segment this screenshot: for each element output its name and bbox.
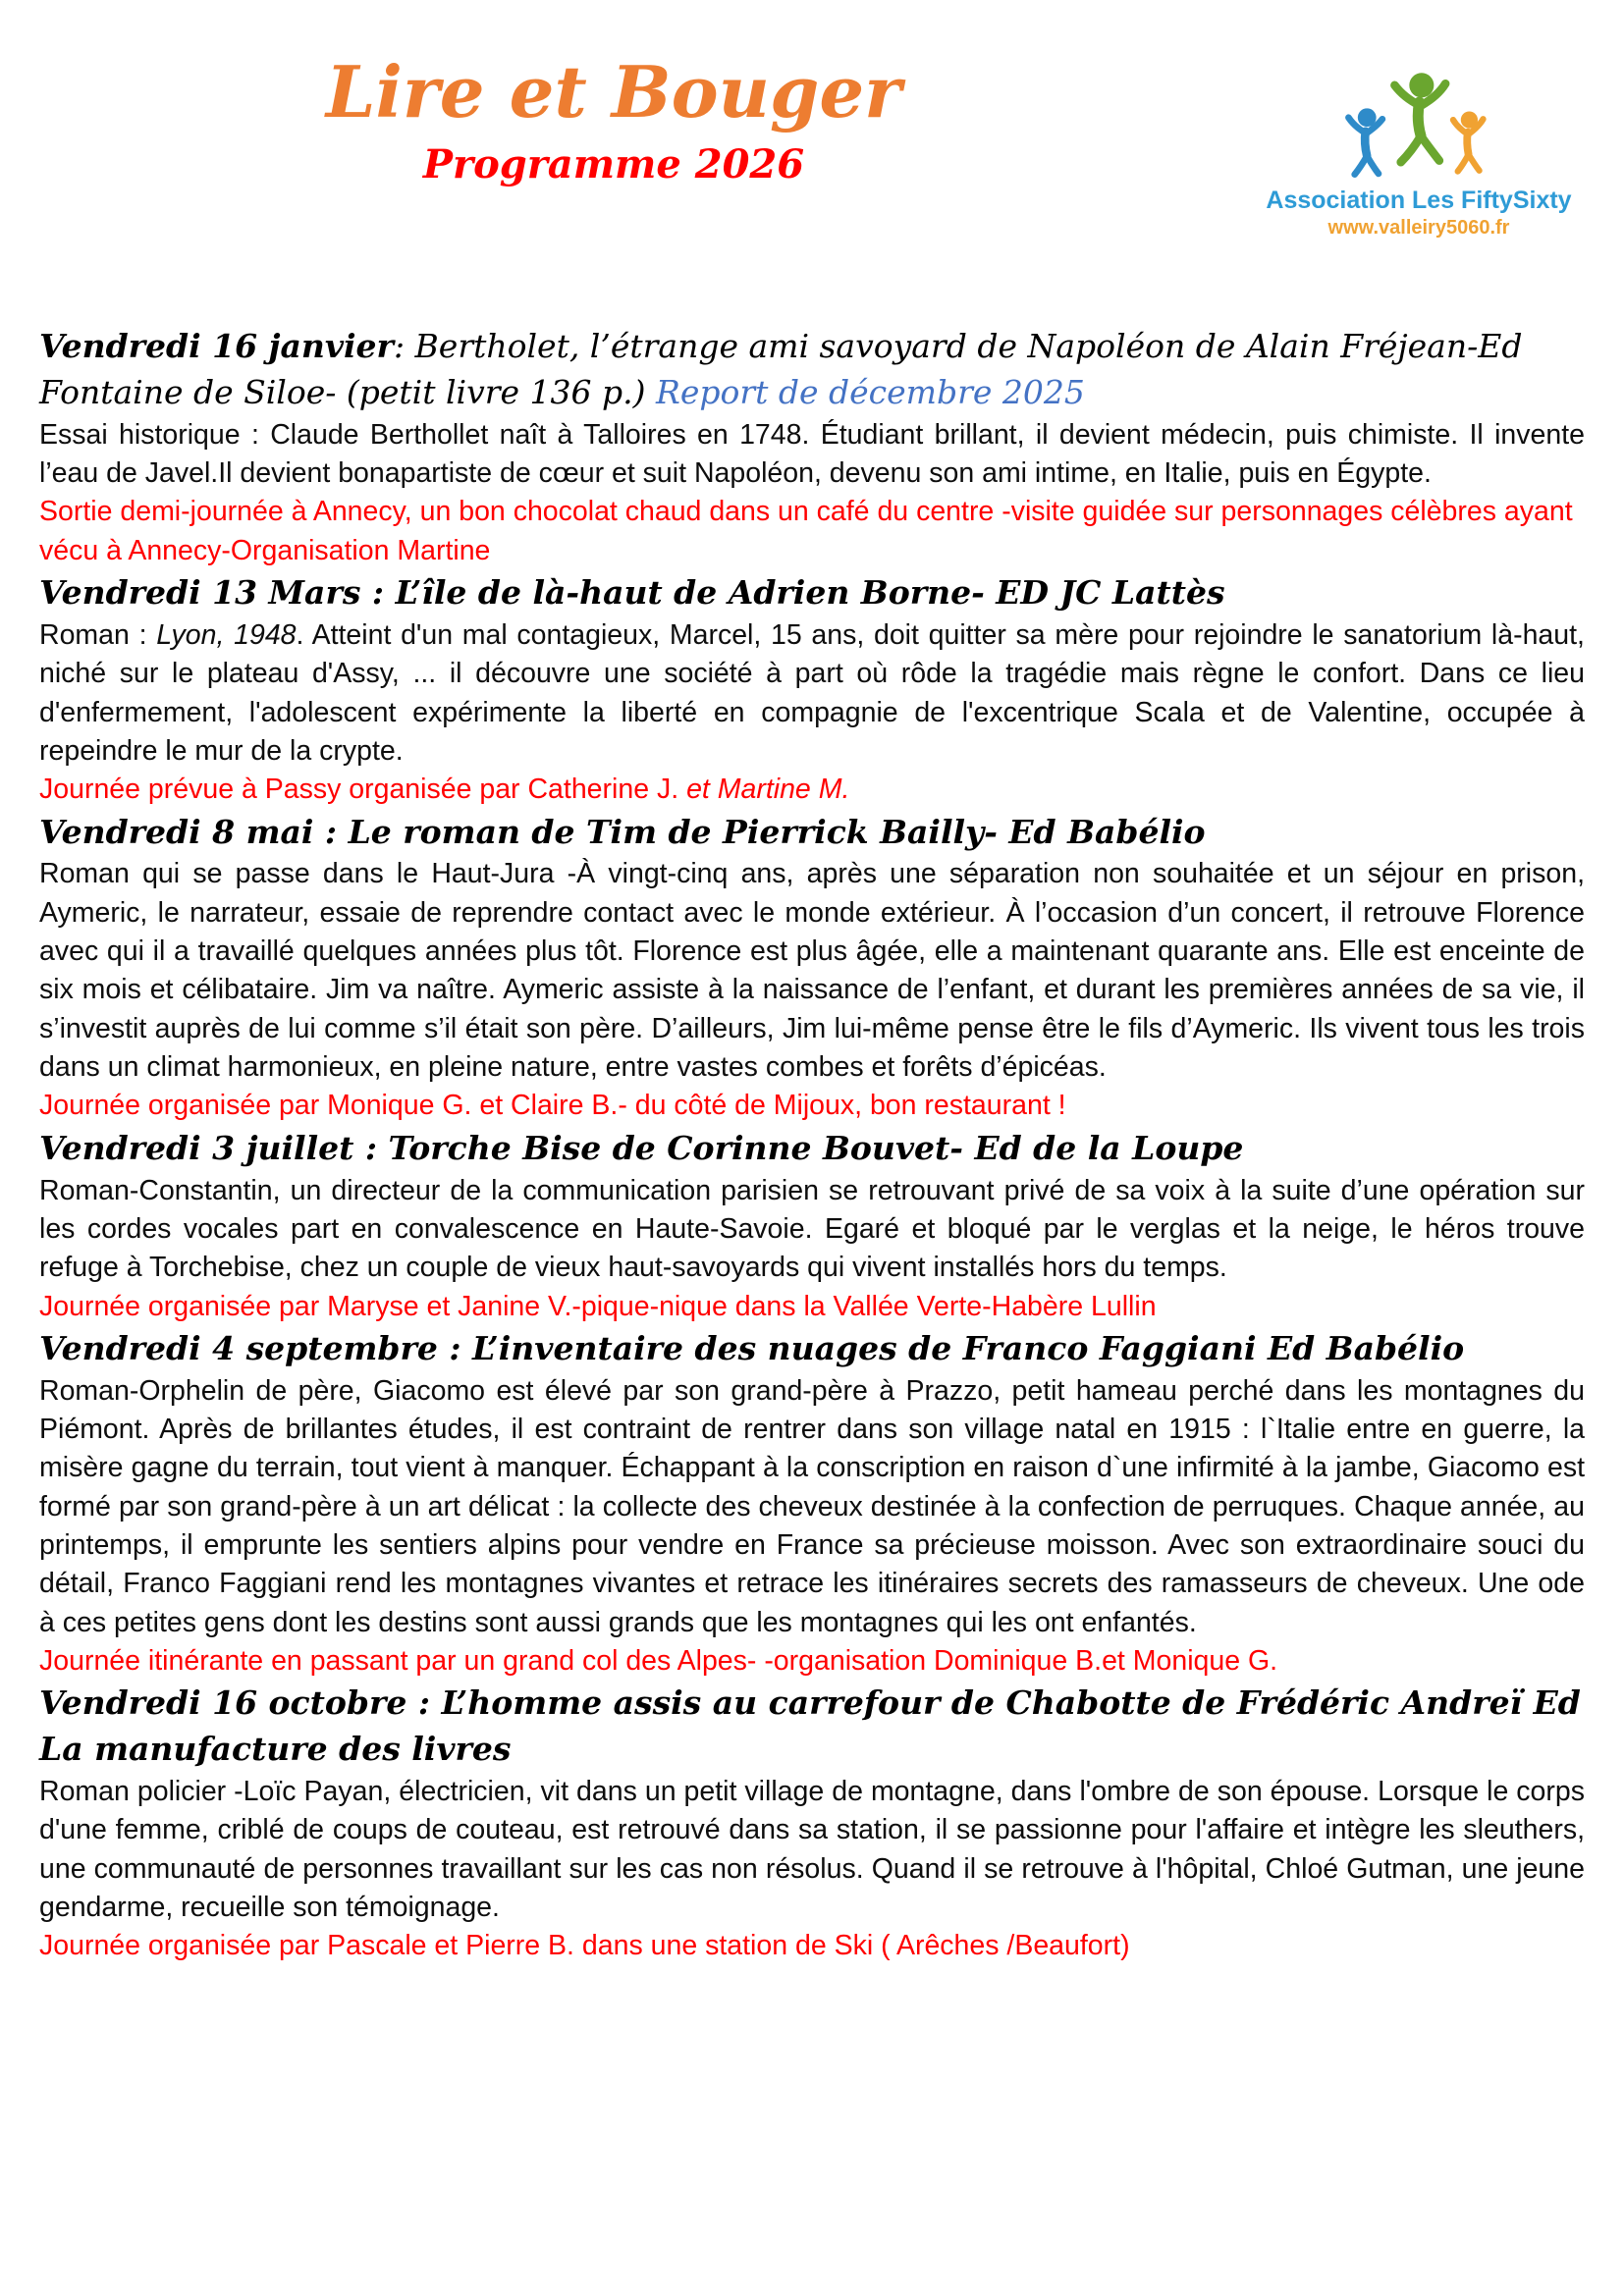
section-outing-note — [39, 771, 1585, 809]
note-text: Journée prévue à Passy organisée par Catherine J. — [39, 774, 687, 806]
body-text: Roman : — [39, 618, 157, 651]
section-body: Essai historique : Claude Berthollet naît à Talloires en 1748. Étudiant brillant, il devient médecin, puis chimiste. Il invente l’eau de Javel.Il devient bonapartiste de cœur et suit Napoléon, devenu son ami intime, en Italie, puis en Égypte. — [39, 418, 1585, 490]
section-outing-note: Journée organisée par Monique G. et Claire B.- du côté de Mijoux, bon restaurant ! — [39, 1090, 1066, 1122]
section-date-title: Vendredi 4 septembre : L’inventaire des nuages de Franco Faggiani Ed Babélio — [39, 1328, 1465, 1367]
note-italic-text: et Martine M. — [686, 774, 850, 806]
section-septembre — [39, 1326, 1585, 1681]
section-book-title: : Bertholet, l’étrange ami savoyard de Napoléon de Alain Fréjean-Ed Fontaine de Siloe- (petit livre 136 p.) — [39, 327, 1523, 411]
program-content — [0, 324, 1624, 1966]
association-website: www.valleiry5060.fr — [1327, 217, 1510, 239]
section-date: Vendredi 16 janvier — [39, 327, 394, 365]
body-italic-text: Lyon, 1948 — [156, 618, 297, 651]
report-note: Report de décembre 2025 — [655, 372, 1085, 411]
page-subtitle: Programme 2026 — [422, 140, 805, 187]
section-outing-note: Sortie demi-journée à Annecy, un bon chocolat chaud dans un café du centre -visite guidée sur personnages célèbres ayant vécu à Annecy-Organisation Martine — [39, 496, 1573, 566]
section-heading — [39, 324, 1585, 416]
body-text: . Atteint d'un mal contagieux, Marcel, 15 ans, doit quitter sa mère pour rejoindre le sanatorium là-haut, niché sur le plateau d'Assy, ... il découvre une société à part où rôde la tragédie mais règne le confort. Dans ce lieu d'enfermement, l'adolescent expérimente la liberté en compagnie de l'excentrique Scala et de Valentine, occupée à repeindre le mur de la crypte. — [39, 618, 1585, 767]
section-date-title: Vendredi 16 octobre : L’homme assis au carrefour de Chabotte de Frédéric Andreï Ed La manufacture des livres — [39, 1683, 1581, 1769]
section-juillet — [39, 1126, 1585, 1326]
section-body: Roman-Orphelin de père, Giacomo est élevé par son grand-père à Prazzo, petit hameau perché dans les montagnes du Piémont. Après de brillantes études, il est contraint de rentrer dans son village natal en 1915 : l`Italie entre en guerre, la misère gagne du terrain, tout vient à manquer. Échappant à la conscription en raison d`une infirmité à la jambe, Giacomo est formé par son grand-père à un art délicat : la collecte des cheveux destinée à la confection de perruques. Chaque année, au printemps, il emprunte les sentiers alpins pour vendre en France sa précieuse moisson. Avec son extraordinaire souci du détail, Franco Faggiani rend les montagnes vivantes et retrace les itinéraires secrets des ramasseurs de cheveux. Une ode à ces petites gens dont les destins sont aussi grands que les montagnes qui les ont enfantés. — [39, 1374, 1585, 1638]
section-outing-note: Journée itinérante en passant par un grand col des Alpes- -organisation Dominique B.et Monique G. — [39, 1645, 1278, 1678]
section-heading — [39, 810, 1585, 856]
section-outing-note: Journée organisée par Maryse et Janine V.-pique-nique dans la Vallée Verte-Habère Lullin — [39, 1290, 1157, 1322]
section-body — [39, 616, 1585, 771]
section-octobre — [39, 1681, 1585, 1965]
section-body: Roman policier -Loïc Payan, électricien, vit dans un petit village de montagne, dans l'ombre de son épouse. Lorsque le corps d'une femme, criblé de coups de couteau, est retrouvé dans sa station, il se passionne pour l'affaire et intègre les sleuthers, une communauté de personnes travaillant sur les cas non résolus. Quand il se retrouve à l'hôpital, Chloé Gutman, une jeune gendarme, recueille son témoignage. — [39, 1776, 1585, 1924]
section-outing-note: Journée organisée par Pascale et Pierre B. dans une station de Ski ( Arêches /Beaufort) — [39, 1930, 1130, 1962]
jumping-figures-icon — [1304, 61, 1535, 187]
page-title: Lire et Bouger — [325, 50, 902, 133]
section-janvier — [39, 324, 1585, 570]
section-heading — [39, 1126, 1585, 1172]
section-date-title: Vendredi 8 mai : Le roman de Tim de Pierrick Bailly- Ed Babélio — [39, 812, 1206, 851]
association-logo — [1227, 55, 1610, 240]
section-mai — [39, 810, 1585, 1126]
section-heading — [39, 1681, 1585, 1773]
section-body: Roman-Constantin, un directeur de la communication parisien se retrouvant privé de sa voix à la suite d’une opération sur les cordes vocales part en convalescence en Haute-Savoie. Egaré et bloqué par le verglas et la neige, le héros trouve refuge à Torchebise, chez un couple de vieux haut-savoyards qui vivent installés hors du temps. — [39, 1174, 1585, 1284]
page-header — [0, 0, 1624, 240]
association-name: Association Les FiftySixty — [1266, 187, 1572, 214]
section-date-title: Vendredi 3 juillet : Torche Bise de Corinne Bouvet- Ed de la Loupe — [39, 1128, 1244, 1167]
section-heading — [39, 570, 1585, 616]
section-mars — [39, 570, 1585, 810]
title-block — [0, 50, 1227, 240]
section-date-title: Vendredi 13 Mars : L’île de là-haut de Adrien Borne- ED JC Lattès — [39, 573, 1225, 613]
section-heading — [39, 1326, 1585, 1372]
section-body: Roman qui se passe dans le Haut-Jura -À vingt-cinq ans, après une séparation non souhaitée et un séjour en prison, Aymeric, le narrateur, essaie de reprendre contact avec le monde extérieur. À l’occasion d’un concert, il retrouve Florence avec qui il a travaillé quelques années plus tôt. Florence est plus âgée, elle a maintenant quarante ans. Elle est enceinte de six mois et célibataire. Jim va naître. Aymeric assiste à la naissance de l’enfant, et durant les premières années de sa vie, il s’investit auprès de lui comme s’il était son père. D’ailleurs, Jim lui-même pense être le fils d’Aymeric. Ils vivent tous les trois dans un climat harmonieux, en pleine nature, entre vastes combes et forêts d’épicéas. — [39, 858, 1585, 1084]
